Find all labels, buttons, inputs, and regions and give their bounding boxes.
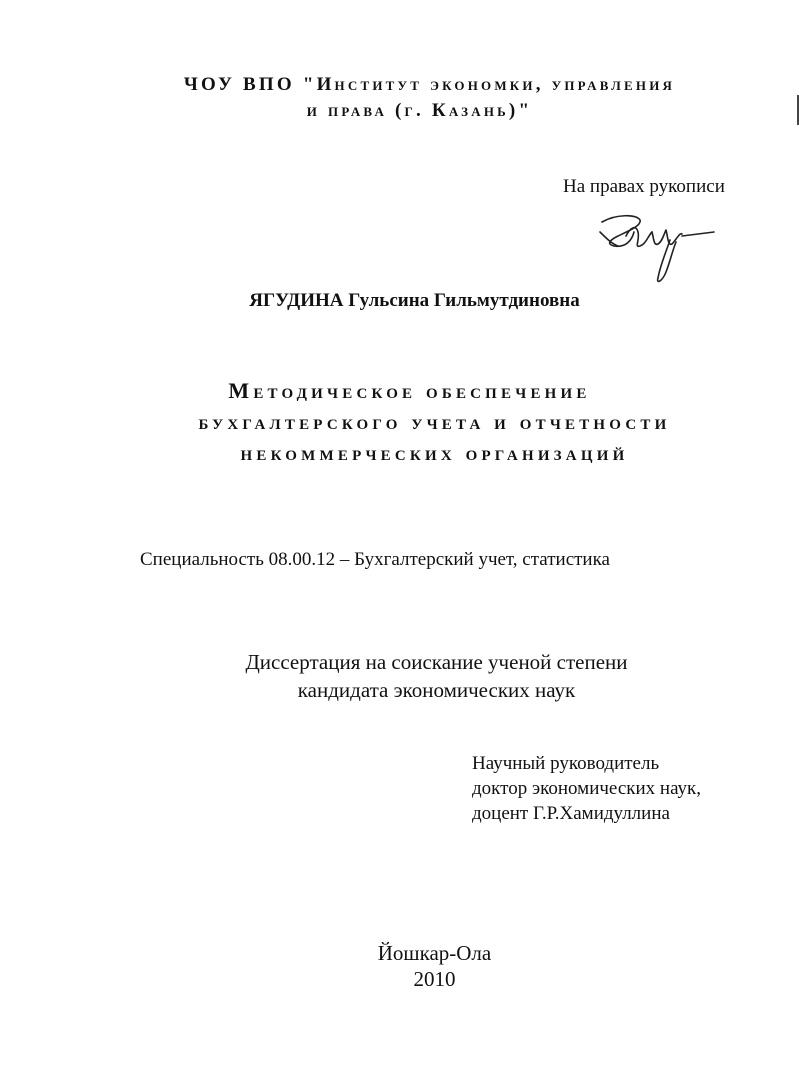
author-name: ЯГУДИНА Гульсина Гильмутдиновна (249, 290, 580, 311)
year: 2010 (413, 967, 456, 991)
dissertation-title-line-3: некоммерческих организаций (240, 440, 629, 465)
manuscript-rights-note: На правах рукописи (563, 176, 725, 197)
city: Йошкар-Ола (377, 941, 492, 965)
degree-statement-line-2: кандидата экономических наук (297, 678, 576, 702)
dissertation-title-line-2: бухгалтерского учета и отчетности (198, 409, 671, 434)
advisor-role: Научный руководитель (472, 753, 660, 774)
specialty-line: Специальность 08.00.12 – Бухгалтерский учет, статистика (140, 549, 610, 570)
institution-name-line-2: и права (г. Казань)" (306, 100, 533, 121)
handwritten-signature (596, 210, 736, 290)
advisor-name: доцент Г.Р.Хамидуллина (472, 803, 670, 824)
advisor-degree: доктор экономических наук, (472, 778, 702, 799)
institution-name-line-1: ЧОУ ВПО "Институт экономки, управления (183, 74, 676, 95)
dissertation-title-line-1: Методическое обеспечение (228, 378, 591, 403)
degree-statement-line-1: Диссертация на соискание ученой степени (245, 650, 628, 674)
